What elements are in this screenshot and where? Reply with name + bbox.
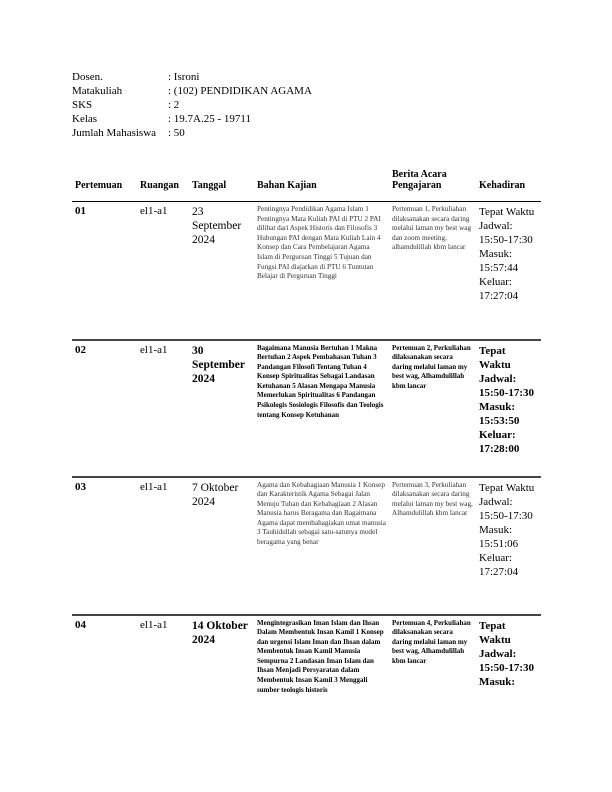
credits-row <box>72 98 312 112</box>
class-row <box>72 112 312 126</box>
column-header-date: Tanggal <box>189 157 254 202</box>
class-label: Kelas <box>72 113 98 125</box>
credits-label: SKS <box>72 99 93 111</box>
meeting-date: 14 Oktober 2024 <box>192 619 248 646</box>
attendance-info: Tepat Waktu Jadwal: 15:50-17:30 Masuk: <box>479 619 534 688</box>
teaching-minutes: Pertemuan 4, Perkuliahan dilaksanakan secara daring melalui laman my best wag, Alhamdulillah kbm lancar <box>392 618 471 665</box>
lecturer-value: : Isroni <box>168 71 200 83</box>
room-code: el1-a1 <box>137 477 189 615</box>
meeting-date: 7 Oktober 2024 <box>189 477 254 615</box>
course-row <box>72 84 312 98</box>
meeting-number: 02 <box>72 340 137 477</box>
course-label: Matakuliah <box>72 85 123 97</box>
table-row <box>72 202 541 340</box>
student-count-row <box>72 126 312 140</box>
topic-text: Bagaimana Manusia Bertuhan 1 Makna Bertuhan 2 Aspek Pembahasan Tuhan 3 Pandangan Filosofi Tentang Tuhan 4 Konsep Spiritualitas Sebagai Landasan Ketuhanan 5 Alasan Mengapa Manusia Memerlukan Spiritualitas 6 Pandangan Psikologis Sosiologis Filosofis dan Teologis tentang Konsep Ketuhanan <box>254 340 389 477</box>
schedule-table <box>72 157 541 715</box>
meeting-number: 01 <box>72 202 137 340</box>
table-header-row <box>72 157 541 202</box>
lecturer-label: Dosen. <box>72 71 103 83</box>
meeting-number: 03 <box>72 477 137 615</box>
column-header-attendance: Kehadiran <box>476 157 541 202</box>
column-header-room: Ruangan <box>137 157 189 202</box>
course-header <box>72 70 312 140</box>
column-header-meeting: Pertemuan <box>72 157 137 202</box>
room-code: el1-a1 <box>137 340 189 477</box>
topic-text: Agama dan Kebahagiaan Manusia 1 Konsep dan Karakteristik Agama Sebagai Jalan Menuju Tuhan dan Kebahagiaan 2 Alasan Manusia harus Beragama dan Bagaimana Agama dapat membahagiakan umat manusia 3 Tauhidullah sebagai satu-satunya model beragama yang benar <box>254 477 389 615</box>
teaching-minutes: Pertemuan 3, Perkuliahan dilaksanakan secara daring melalui laman my best wag, Alhamdulillah kbm lancar <box>389 477 476 615</box>
attendance-info: Tepat Waktu Jadwal: 15:50-17:30 Masuk: 15:51:06 Keluar: 17:27:04 <box>476 477 541 615</box>
student-count-value: : 50 <box>168 127 185 139</box>
course-value: : (102) PENDIDIKAN AGAMA <box>168 85 312 97</box>
meeting-date: 23 September 2024 <box>189 202 254 340</box>
meeting-date: 30 September 2024 <box>189 340 254 477</box>
credits-value: : 2 <box>168 99 180 111</box>
attendance-info: Tepat Waktu Jadwal: 15:50-17:30 Masuk: 15:57:44 Keluar: 17:27:04 <box>476 202 541 340</box>
table-row <box>72 477 541 615</box>
teaching-minutes: Pertemuan 1, Perkuliahan dilaksanakan secara daring melalui laman my best wag dan zoom meeting, alhamdulillah kbm lancar <box>389 202 476 340</box>
topic-text: Pentingnya Pendidikan Agama Islam 1 Pentingnya Mata Kuliah PAI di PTU 2 PAI dilihat dari Aspek Historis dan Filosofis 3 Hubungan PAI dengan Mata Kuliah Lain 4 Konsep dan Cara Pembelajaran Agama Islam di Perguruan Tinggi 5 Tujuan dan Fungsi PAI diajarkan di PTU 6 Tuntutan Belajar di Perguruan Tinggi <box>254 202 389 340</box>
class-value: : 19.7A.25 - 19711 <box>168 113 252 125</box>
table-row <box>72 615 541 715</box>
topic-text: Mengintegrasikan Iman Islam dan Ihsan Dalam Membentuk Insan Kamil 1 Konsep dan urgensi Islam Iman dan Ihsan dalam Membentuk Insan Kamil Manusia Sempurna 2 Landasan Iman Islam dan Ihsan Menjadi Persyaratan dalam Membentuk Insan Kamil 3 Menggali sumber teologis historis <box>257 618 384 694</box>
column-header-topic: Bahan Kajian <box>254 157 389 202</box>
attendance-info: Tepat Waktu Jadwal: 15:50-17:30 Masuk: 15:53:50 Keluar: 17:28:00 <box>476 340 541 477</box>
meeting-number: 04 <box>75 618 86 631</box>
room-code: el1-a1 <box>140 618 168 631</box>
student-count-label: Jumlah Mahasiswa <box>72 127 157 139</box>
table-row <box>72 340 541 477</box>
column-header-minutes: Berita Acara Pengajaran <box>389 157 476 202</box>
lecturer-row <box>72 70 312 84</box>
room-code: el1-a1 <box>137 202 189 340</box>
teaching-minutes: Pertemuan 2, Perkuliahan dilaksanakan secara daring melalui laman my best wag, Alhamdulillah kbm lancar <box>389 340 476 477</box>
